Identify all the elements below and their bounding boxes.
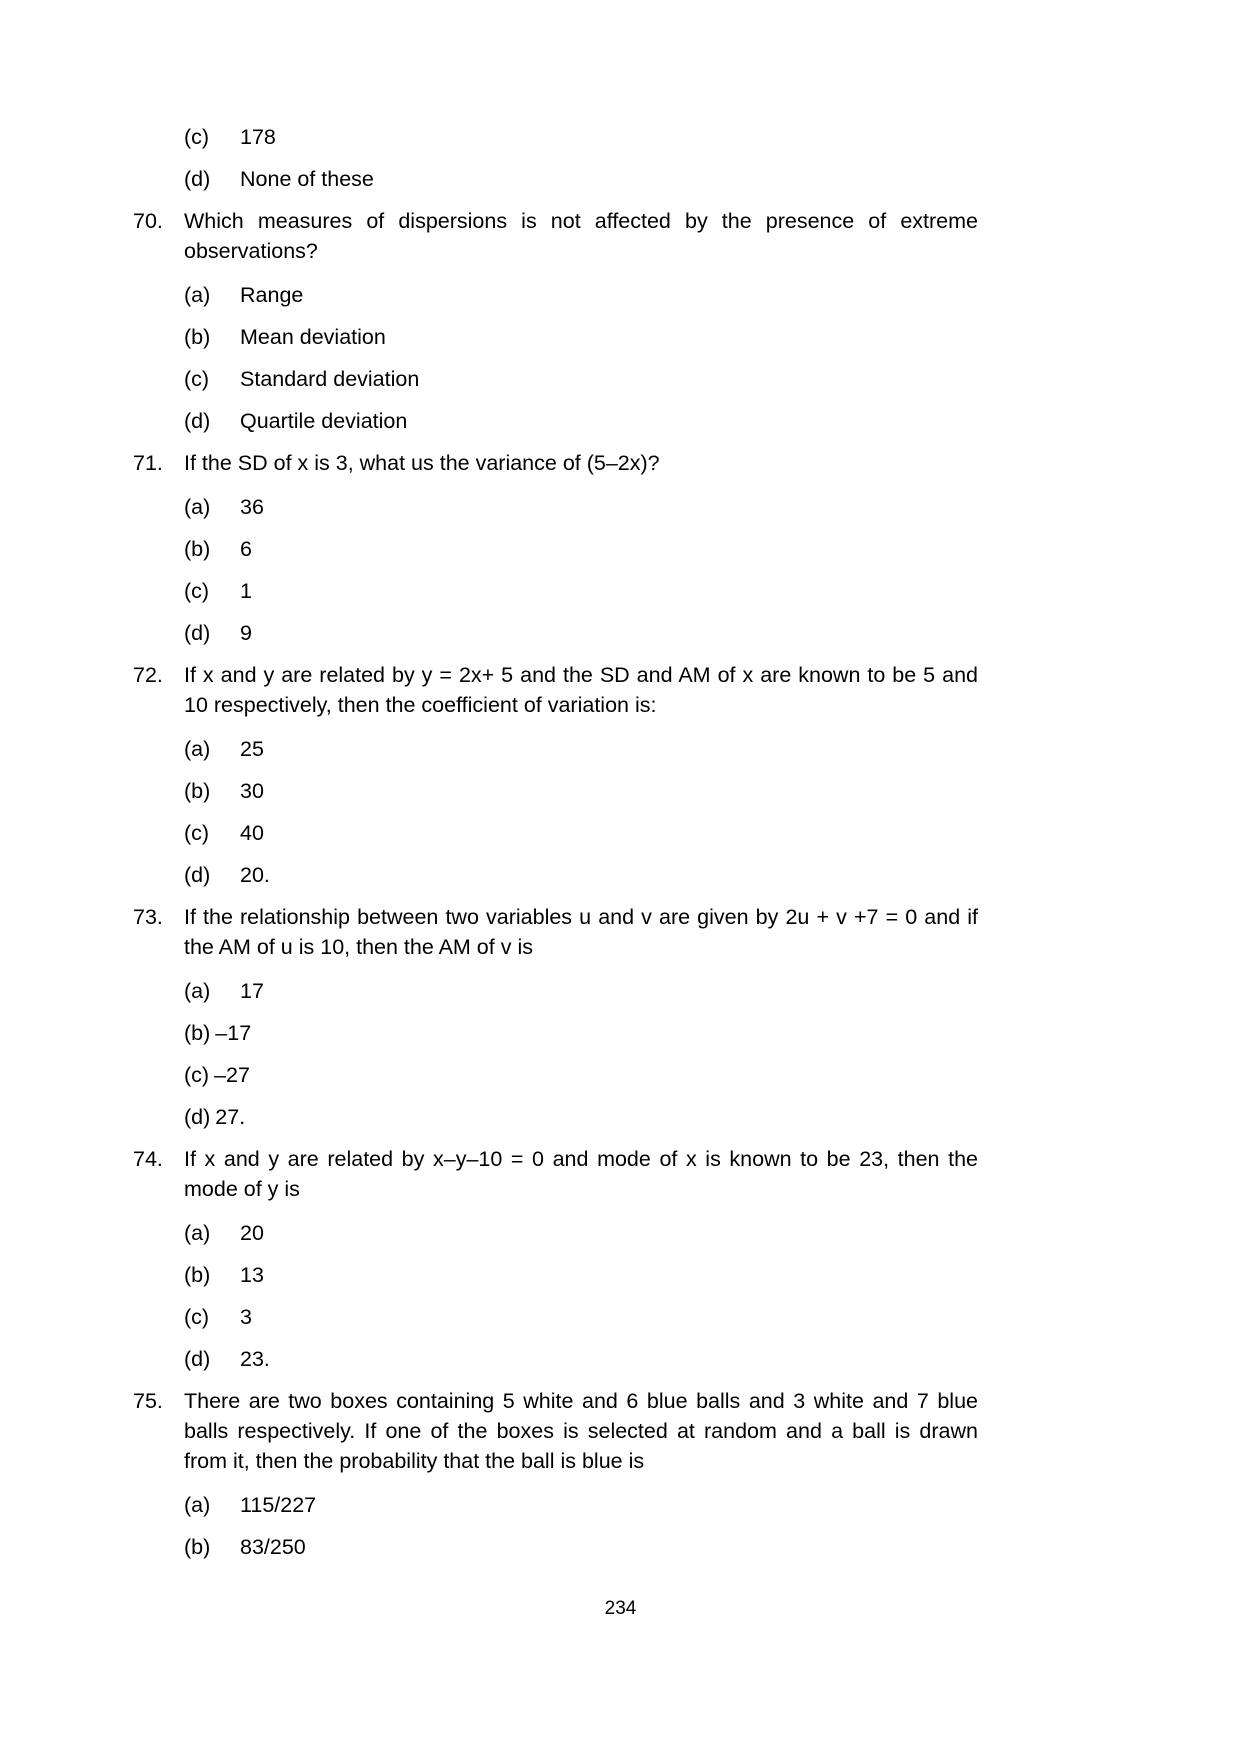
option-label: (b) — [184, 1535, 211, 1559]
option-row[interactable] — [133, 860, 978, 890]
option-label: (d) — [184, 863, 211, 887]
question-text: If x and y are related by x–y–10 = 0 and mode of x is known to be 23, then the mode of y is — [184, 1147, 978, 1201]
option-row[interactable] — [133, 1532, 978, 1562]
question-number: 71. — [133, 451, 163, 475]
option-text: 3 — [240, 1305, 252, 1329]
option-label: (d) — [184, 621, 211, 645]
option-text: –17 — [215, 1021, 252, 1045]
option-row[interactable] — [133, 1490, 978, 1520]
question-number: 70. — [133, 209, 163, 233]
option-label: (c) — [184, 821, 210, 845]
option-label: (a) — [184, 979, 211, 1003]
question-row — [133, 206, 978, 266]
option-row[interactable] — [133, 122, 978, 152]
option-label: (a) — [184, 737, 211, 761]
option-row[interactable] — [133, 818, 978, 848]
option-row[interactable] — [133, 164, 978, 194]
option-row[interactable] — [133, 406, 978, 436]
option-label: (a) — [184, 283, 211, 307]
option-row[interactable] — [133, 1344, 978, 1374]
option-label: (b) — [184, 325, 211, 349]
option-row[interactable] — [133, 776, 978, 806]
option-row[interactable] — [133, 576, 978, 606]
option-text: 20. — [240, 863, 270, 887]
question-text: If the SD of x is 3, what us the variance of (5–2x)? — [184, 451, 660, 475]
option-label: (d) — [184, 167, 211, 191]
option-label: (c) — [184, 1305, 210, 1329]
option-row[interactable] — [133, 976, 978, 1006]
question-number: 75. — [133, 1389, 163, 1413]
option-row[interactable] — [133, 734, 978, 764]
option-text: 6 — [240, 537, 252, 561]
option-label: (d) — [184, 409, 211, 433]
option-text: 40 — [240, 821, 264, 845]
option-text: Standard deviation — [240, 367, 420, 391]
option-label: (c) — [184, 367, 210, 391]
option-row[interactable] — [133, 1102, 978, 1132]
question-row — [133, 902, 978, 962]
page-number: 234 — [604, 1598, 637, 1619]
option-label: (c) — [184, 1063, 210, 1087]
question-number: 73. — [133, 905, 163, 929]
option-row[interactable] — [133, 1218, 978, 1248]
question-row — [133, 1144, 978, 1204]
option-row[interactable] — [133, 534, 978, 564]
option-text: 115/227 — [240, 1493, 317, 1517]
option-text: 20 — [240, 1221, 264, 1245]
option-text: 23. — [240, 1347, 270, 1371]
option-label: (a) — [184, 495, 211, 519]
option-text: 27. — [215, 1105, 246, 1129]
question-number: 74. — [133, 1147, 163, 1171]
option-row[interactable] — [133, 1302, 978, 1332]
option-text: 1 — [240, 579, 252, 603]
option-text: 17 — [240, 979, 264, 1003]
option-label: (a) — [184, 1493, 211, 1517]
option-text: 178 — [240, 125, 276, 149]
option-row[interactable] — [133, 364, 978, 394]
question-list — [133, 122, 978, 1574]
question-text: There are two boxes containing 5 white and 6 blue balls and 3 white and 7 blue balls respectively. If one of the boxes is selected at random and a ball is drawn from it, then the probability that the ball is blue is — [184, 1389, 978, 1473]
option-row[interactable] — [133, 1060, 978, 1090]
option-label: (a) — [184, 1221, 211, 1245]
option-text: None of these — [240, 167, 374, 191]
option-text: 13 — [240, 1263, 264, 1287]
option-row[interactable] — [133, 322, 978, 352]
option-label: (b) — [184, 537, 211, 561]
option-label: (c) — [184, 125, 210, 149]
option-row[interactable] — [133, 1260, 978, 1290]
option-text: 25 — [240, 737, 264, 761]
question-number: 72. — [133, 663, 163, 687]
question-row — [133, 1386, 978, 1476]
question-row — [133, 448, 978, 478]
option-label: (c) — [184, 579, 210, 603]
option-label: (d) — [184, 1347, 211, 1371]
question-text: If x and y are related by y = 2x+ 5 and the SD and AM of x are known to be 5 and 10 respectively, then the coefficient of variation is: — [184, 663, 978, 717]
option-text: 36 — [240, 495, 264, 519]
question-row — [133, 660, 978, 720]
question-text: If the relationship between two variables u and v are given by 2u + v +7 = 0 and if the AM of u is 10, then the AM of v is — [184, 905, 978, 959]
option-label: (b) — [184, 1263, 211, 1287]
option-row[interactable] — [133, 1018, 978, 1048]
question-text: Which measures of dispersions is not affected by the presence of extreme observations? — [184, 209, 978, 263]
option-row[interactable] — [133, 492, 978, 522]
option-text: –27 — [214, 1063, 250, 1087]
option-text: Mean deviation — [240, 325, 386, 349]
option-label: (d) — [184, 1105, 211, 1129]
option-label: (b) — [184, 1021, 211, 1045]
option-label: (b) — [184, 779, 211, 803]
option-row[interactable] — [133, 280, 978, 310]
option-row[interactable] — [133, 618, 978, 648]
option-text: 83/250 — [240, 1535, 306, 1559]
option-text: 9 — [240, 621, 252, 645]
option-text: 30 — [240, 779, 264, 803]
option-text: Quartile deviation — [240, 409, 408, 433]
option-text: Range — [240, 283, 304, 307]
